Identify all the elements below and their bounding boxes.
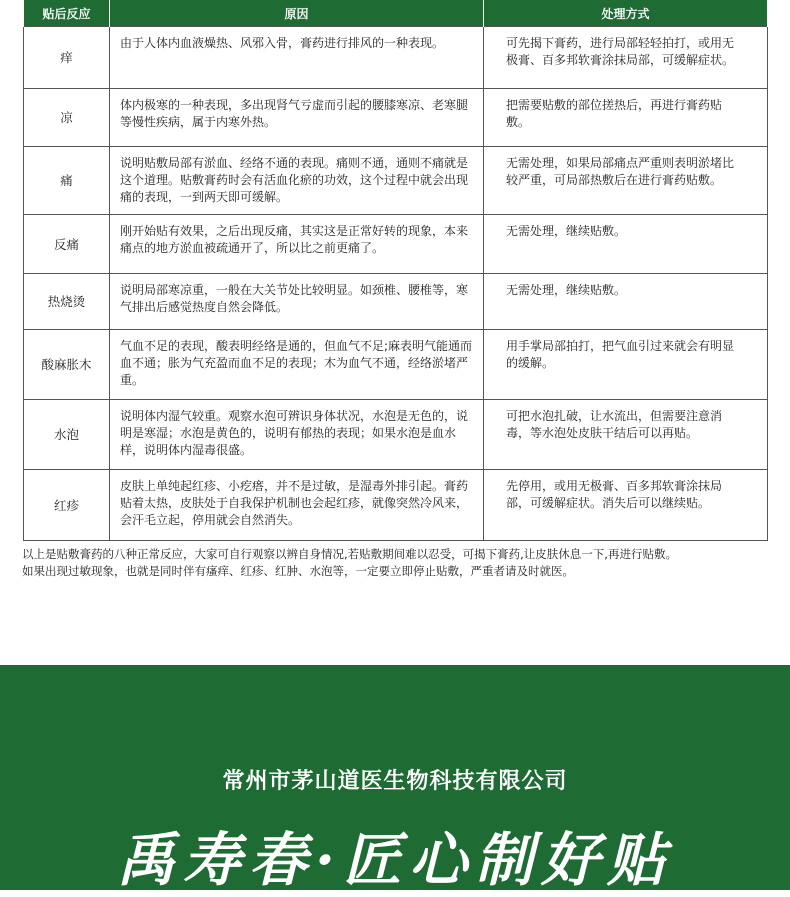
table-row [24, 470, 768, 541]
table-row [24, 400, 768, 470]
reaction-reason: 说明局部寒凉重，一般在大关节处比较明显。如颈椎、腰椎等，寒气排出后感觉热度自然会降低。 [110, 274, 484, 330]
table-row [24, 330, 768, 400]
table-row [24, 27, 768, 89]
footnote-line-1: 以上是贴敷膏药的八种正常反应，大家可自行观察以辨自身情况,若贴敷期间难以忍受，可揭下膏药,让皮肤休息一下,再进行贴敷。 [22, 547, 677, 561]
header-treatment: 处理方式 [484, 0, 768, 27]
footnote-line-2: 如果出现过敏现象，也就是同时伴有瘙痒、红疹、红肿、水泡等，一定要立即停止贴敷，严重者请及时就医。 [22, 564, 574, 578]
reaction-treatment: 可先揭下膏药，进行局部轻轻拍打，或用无极膏、百多邦软膏涂抹局部，可缓解症状。 [484, 27, 768, 89]
reaction-type: 热烧烫 [24, 274, 110, 330]
table-row [24, 215, 768, 274]
table-row [24, 274, 768, 330]
reaction-treatment: 用手掌局部拍打，把气血引过来就会有明显的缓解。 [484, 330, 768, 400]
reaction-table [23, 0, 768, 541]
reaction-reason: 说明体内湿气较重。观察水泡可辨识身体状况，水泡是无色的，说明是寒湿；水泡是黄色的，说明有郁热的表现；如果水泡是血水样，说明体内湿毒很盛。 [110, 400, 484, 470]
reaction-table-container [23, 0, 767, 541]
brand-slogan: 禹寿春·匠心制好贴 [116, 826, 674, 894]
table-row [24, 89, 768, 147]
table-header-row [24, 0, 768, 27]
reaction-reason: 刚开始贴有效果，之后出现反痛，其实这是正常好转的现象，本来痛点的地方淤血被疏通开了，所以比之前更痛了。 [110, 215, 484, 274]
reaction-type: 水泡 [24, 400, 110, 470]
reaction-treatment: 无需处理，如果局部痛点严重则表明淤堵比较严重，可局部热敷后在进行膏药贴敷。 [484, 147, 768, 215]
reaction-reason: 体内极寒的一种表现，多出现肾气亏虚而引起的腰膝寒凉、老寒腿等慢性疾病，属于内寒外热。 [110, 89, 484, 147]
table-row [24, 147, 768, 215]
reaction-type: 红疹 [24, 470, 110, 541]
reaction-type: 酸麻胀木 [24, 330, 110, 400]
reaction-reason: 气血不足的表现，酸表明经络是通的，但血气不足;麻表明气能通而血不通；胀为气充盈而血不足的表现；木为血气不通，经络淤堵严重。 [110, 330, 484, 400]
reaction-type: 凉 [24, 89, 110, 147]
header-reaction: 贴后反应 [24, 0, 110, 27]
reaction-type: 反痛 [24, 215, 110, 274]
reaction-type: 痛 [24, 147, 110, 215]
footnote [22, 546, 782, 580]
reaction-reason: 说明贴敷局部有淤血、经络不通的表现。痛则不通，通则不痛就是这个道理。贴敷膏药时会有活血化瘀的功效，这个过程中就会出现痛的表现，一到两天即可缓解。 [110, 147, 484, 215]
reaction-reason: 皮肤上单纯起红疹、小疙瘩，并不是过敏，是湿毒外排引起。膏药贴着太热，皮肤处于自我保护机制也会起红疹，就像突然冷风来，会汗毛立起，停用就会自然消失。 [110, 470, 484, 541]
reaction-treatment: 可把水泡扎破，让水流出，但需要注意消毒，等水泡处皮肤干结后可以再贴。 [484, 400, 768, 470]
reaction-treatment: 无需处理，继续贴敷。 [484, 215, 768, 274]
company-name: 常州市茅山道医生物科技有限公司 [222, 768, 568, 794]
reaction-treatment: 先停用，或用无极膏、百多邦软膏涂抹局部，可缓解症状。消失后可以继续贴。 [484, 470, 768, 541]
header-reason: 原因 [110, 0, 484, 27]
reaction-treatment: 无需处理，继续贴敷。 [484, 274, 768, 330]
reaction-reason: 由于人体内血液燥热、风邪入骨，膏药进行排风的一种表现。 [110, 27, 484, 89]
reaction-type: 痒 [24, 27, 110, 89]
reaction-treatment: 把需要贴敷的部位搓热后，再进行膏药贴敷。 [484, 89, 768, 147]
brand-banner [0, 665, 790, 894]
